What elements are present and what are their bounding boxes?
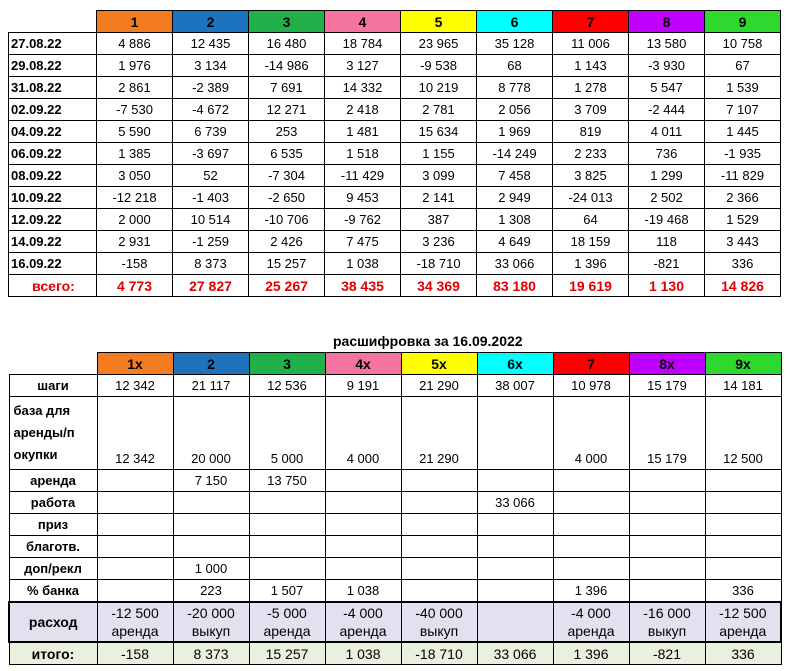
expense-cell	[401, 602, 477, 642]
final-cell: -158	[97, 642, 173, 665]
table-cell	[629, 580, 705, 603]
daily-results-table	[8, 10, 781, 297]
table-cell: 8 778	[477, 77, 553, 99]
expense-note: аренда	[567, 623, 615, 639]
table-cell: 10 219	[401, 77, 477, 99]
expense-note: аренда	[719, 623, 767, 639]
table-cell: -12 218	[97, 187, 173, 209]
total-cell: 27 827	[173, 275, 249, 297]
table-cell: 4 886	[97, 33, 173, 55]
table-cell: 2 949	[477, 187, 553, 209]
table-cell: 336	[705, 580, 781, 603]
table-cell: 7 475	[325, 231, 401, 253]
table-cell: 819	[553, 121, 629, 143]
table-cell: -3 930	[629, 55, 705, 77]
expense-note: выкуп	[647, 623, 687, 639]
table-cell	[325, 470, 401, 492]
table-cell: 7 150	[173, 470, 249, 492]
column-header: 1	[97, 11, 173, 33]
table-cell: 2 418	[325, 99, 401, 121]
table-cell	[97, 558, 173, 580]
table-cell: 2 781	[401, 99, 477, 121]
table-cell: 2 056	[477, 99, 553, 121]
table-cell	[553, 558, 629, 580]
table-cell: 18 784	[325, 33, 401, 55]
expense-note: аренда	[339, 623, 387, 639]
total-label: всего:	[9, 275, 97, 297]
expense-cell	[629, 602, 705, 642]
table-row	[9, 165, 781, 187]
table-cell	[401, 492, 477, 514]
table-cell	[477, 470, 553, 492]
table-cell: 2 931	[97, 231, 173, 253]
table-row	[9, 492, 781, 514]
final-cell: 1 396	[553, 642, 629, 665]
table-cell: 3 099	[401, 165, 477, 187]
table-row	[9, 253, 781, 275]
table-cell	[401, 470, 477, 492]
column-header: 8x	[629, 353, 705, 375]
table-cell	[97, 580, 173, 603]
table-cell: -1 259	[173, 231, 249, 253]
final-cell: 8 373	[173, 642, 249, 665]
table-cell: 13 580	[629, 33, 705, 55]
table-cell: 1 143	[553, 55, 629, 77]
table-cell	[629, 514, 705, 536]
table-cell: 6 739	[173, 121, 249, 143]
row-date: 08.09.22	[9, 165, 97, 187]
table-cell: 2 141	[401, 187, 477, 209]
table-cell: 223	[173, 580, 249, 603]
row-label: работа	[9, 492, 97, 514]
table-cell	[629, 558, 705, 580]
expense-row	[9, 602, 781, 642]
table-cell: 3 709	[553, 99, 629, 121]
total-cell: 19 619	[553, 275, 629, 297]
breakdown-title: расшифровка за 16.09.2022	[333, 333, 523, 349]
column-header: 9	[705, 11, 781, 33]
table-cell: 20 000	[173, 397, 249, 470]
row-label: доп/рекл	[9, 558, 97, 580]
table-row	[9, 187, 781, 209]
table-cell	[477, 536, 553, 558]
final-cell: 1 038	[325, 642, 401, 665]
row-label: приз	[9, 514, 97, 536]
row-date: 06.09.22	[9, 143, 97, 165]
table-cell: -10 706	[249, 209, 325, 231]
table-cell: 7 107	[705, 99, 781, 121]
table-cell: -7 304	[249, 165, 325, 187]
table-cell: 35 128	[477, 33, 553, 55]
table-cell	[249, 514, 325, 536]
expense-cell	[477, 602, 553, 642]
table-cell: 336	[705, 253, 781, 275]
table-cell: 1 529	[705, 209, 781, 231]
expense-note: аренда	[111, 623, 159, 639]
table-cell	[401, 536, 477, 558]
table-cell: 2 502	[629, 187, 705, 209]
table-cell: 12 271	[249, 99, 325, 121]
table-cell: 3 127	[325, 55, 401, 77]
final-label: итого:	[9, 642, 97, 665]
table-cell: -11 429	[325, 165, 401, 187]
final-cell: 15 257	[249, 642, 325, 665]
table-cell: 2 861	[97, 77, 173, 99]
row-label: благотв.	[9, 536, 97, 558]
table-cell: 10 514	[173, 209, 249, 231]
expense-cell	[325, 602, 401, 642]
table-cell	[477, 514, 553, 536]
table-cell: 5 547	[629, 77, 705, 99]
table-row	[9, 558, 781, 580]
table-cell: 3 236	[401, 231, 477, 253]
table-cell: -1 403	[173, 187, 249, 209]
table-cell: 1 396	[553, 580, 629, 603]
table-cell	[553, 470, 629, 492]
column-header: 3	[249, 353, 325, 375]
table-cell: 2 366	[705, 187, 781, 209]
table-cell: 12 500	[705, 397, 781, 470]
table-cell	[249, 558, 325, 580]
row-date: 10.09.22	[9, 187, 97, 209]
table-cell: 9 191	[325, 375, 401, 397]
column-header: 2	[173, 11, 249, 33]
expense-note: аренда	[263, 623, 311, 639]
header-row	[9, 11, 781, 33]
final-cell: -18 710	[401, 642, 477, 665]
table-cell: 1 155	[401, 143, 477, 165]
table-cell: 118	[629, 231, 705, 253]
table-row	[9, 514, 781, 536]
expense-amount: -4 000	[343, 605, 383, 621]
table-cell	[477, 397, 553, 470]
table-cell: 33 066	[477, 492, 553, 514]
table-cell: 23 965	[401, 33, 477, 55]
table-cell: 33 066	[477, 253, 553, 275]
table-cell: 736	[629, 143, 705, 165]
final-cell: 33 066	[477, 642, 553, 665]
table-cell: 253	[249, 121, 325, 143]
table-cell: -158	[97, 253, 173, 275]
breakdown-table	[8, 352, 782, 665]
row-label: база для аренды/п окупки	[9, 397, 97, 470]
table-cell: 12 342	[97, 375, 173, 397]
table-cell: 68	[477, 55, 553, 77]
table-cell: -2 444	[629, 99, 705, 121]
table-cell	[325, 514, 401, 536]
row-label: шаги	[9, 375, 97, 397]
table-cell	[705, 514, 781, 536]
table-cell: -14 986	[249, 55, 325, 77]
table-cell: 1 445	[705, 121, 781, 143]
table-cell: 1 385	[97, 143, 173, 165]
table-cell: 1 539	[705, 77, 781, 99]
expense-amount: -12 500	[111, 605, 159, 621]
row-date: 14.09.22	[9, 231, 97, 253]
table-cell: 21 290	[401, 397, 477, 470]
column-header: 4x	[325, 353, 401, 375]
table-row	[9, 470, 781, 492]
table-cell: -7 530	[97, 99, 173, 121]
row-date: 02.09.22	[9, 99, 97, 121]
table-cell	[401, 580, 477, 603]
expense-cell	[553, 602, 629, 642]
table-cell: -24 013	[553, 187, 629, 209]
table-row	[9, 536, 781, 558]
table-cell: 1 308	[477, 209, 553, 231]
column-header: 3	[249, 11, 325, 33]
table-cell: 2 000	[97, 209, 173, 231]
total-row	[9, 275, 781, 297]
table-cell: 14 181	[705, 375, 781, 397]
table-cell: 12 536	[249, 375, 325, 397]
table-cell	[401, 558, 477, 580]
table-cell: 8 373	[173, 253, 249, 275]
table-cell: 3 443	[705, 231, 781, 253]
table-row	[9, 121, 781, 143]
table-cell: 1 038	[325, 253, 401, 275]
row-date: 27.08.22	[9, 33, 97, 55]
table-cell	[553, 492, 629, 514]
table-cell: -2 389	[173, 77, 249, 99]
column-header: 7	[553, 353, 629, 375]
table-cell: 21 290	[401, 375, 477, 397]
table-cell	[705, 558, 781, 580]
expense-amount: -5 000	[267, 605, 307, 621]
total-cell: 38 435	[325, 275, 401, 297]
table-row	[9, 209, 781, 231]
column-header: 1x	[97, 353, 173, 375]
table-cell: 9 453	[325, 187, 401, 209]
table-cell: 1 000	[173, 558, 249, 580]
table-row	[9, 143, 781, 165]
table-row	[9, 231, 781, 253]
column-header: 6	[477, 11, 553, 33]
row-date: 04.09.22	[9, 121, 97, 143]
table-cell: -19 468	[629, 209, 705, 231]
table-cell	[629, 492, 705, 514]
table-cell: -3 697	[173, 143, 249, 165]
total-cell: 34 369	[401, 275, 477, 297]
table-cell: 3 134	[173, 55, 249, 77]
column-header: 7	[553, 11, 629, 33]
final-cell: 336	[705, 642, 781, 665]
table-cell: 15 179	[629, 397, 705, 470]
table-cell	[325, 536, 401, 558]
table-cell: -821	[629, 253, 705, 275]
table-cell: 11 006	[553, 33, 629, 55]
table-cell: 64	[553, 209, 629, 231]
table-cell	[477, 558, 553, 580]
expense-amount: -16 000	[643, 605, 691, 621]
table-cell	[325, 558, 401, 580]
final-row	[9, 642, 781, 665]
total-cell: 14 826	[705, 275, 781, 297]
table-cell	[325, 492, 401, 514]
table-cell: 52	[173, 165, 249, 187]
column-header: 4	[325, 11, 401, 33]
row-date: 31.08.22	[9, 77, 97, 99]
table-cell: 5 000	[249, 397, 325, 470]
table-cell: 1 976	[97, 55, 173, 77]
expense-cell	[97, 602, 173, 642]
expense-amount: -40 000	[415, 605, 463, 621]
column-header: 5x	[401, 353, 477, 375]
table-cell: 18 159	[553, 231, 629, 253]
row-date: 29.08.22	[9, 55, 97, 77]
table-cell: -9 762	[325, 209, 401, 231]
table-row	[9, 55, 781, 77]
total-cell: 25 267	[249, 275, 325, 297]
column-header: 2	[173, 353, 249, 375]
expense-amount: -20 000	[187, 605, 235, 621]
header-row	[9, 353, 781, 375]
table-cell: 3 825	[553, 165, 629, 187]
table-cell	[173, 492, 249, 514]
column-header: 6x	[477, 353, 553, 375]
table-cell: 3 050	[97, 165, 173, 187]
table-cell: 4 000	[325, 397, 401, 470]
table-cell: 387	[401, 209, 477, 231]
table-cell	[705, 492, 781, 514]
table-cell	[401, 514, 477, 536]
table-cell: -9 538	[401, 55, 477, 77]
table-cell: 7 691	[249, 77, 325, 99]
expense-amount: -4 000	[571, 605, 611, 621]
table-row	[9, 33, 781, 55]
table-cell	[249, 492, 325, 514]
table-cell	[705, 470, 781, 492]
table-cell: 1 396	[553, 253, 629, 275]
table-cell: 38 007	[477, 375, 553, 397]
table-row	[9, 375, 781, 397]
total-cell: 1 130	[629, 275, 705, 297]
table-cell	[249, 536, 325, 558]
table-row	[9, 99, 781, 121]
row-date: 16.09.22	[9, 253, 97, 275]
table-cell: 12 435	[173, 33, 249, 55]
table-cell	[173, 536, 249, 558]
table-cell: 6 535	[249, 143, 325, 165]
table-cell	[97, 470, 173, 492]
table-row	[9, 77, 781, 99]
column-header: 5	[401, 11, 477, 33]
table-cell: -1 935	[705, 143, 781, 165]
row-date: 12.09.22	[9, 209, 97, 231]
table-cell: 1 038	[325, 580, 401, 603]
column-header: 8	[629, 11, 705, 33]
table-cell	[97, 536, 173, 558]
table-cell: 14 332	[325, 77, 401, 99]
corner-cell	[9, 11, 97, 33]
table-cell	[553, 514, 629, 536]
table-cell: 1 969	[477, 121, 553, 143]
expense-note: выкуп	[419, 623, 459, 639]
table-cell	[553, 536, 629, 558]
table-cell: 1 278	[553, 77, 629, 99]
column-header: 9x	[705, 353, 781, 375]
table-row	[9, 397, 781, 470]
table-cell: -14 249	[477, 143, 553, 165]
table-row	[9, 580, 781, 603]
table-cell: -11 829	[705, 165, 781, 187]
table-cell: 4 000	[553, 397, 629, 470]
expense-note: выкуп	[191, 623, 231, 639]
table-cell: -18 710	[401, 253, 477, 275]
table-cell: 4 011	[629, 121, 705, 143]
table-cell	[705, 536, 781, 558]
table-cell	[477, 580, 553, 603]
table-cell: -4 672	[173, 99, 249, 121]
table-cell: 15 257	[249, 253, 325, 275]
table-cell: 21 117	[173, 375, 249, 397]
expense-amount: -12 500	[719, 605, 767, 621]
total-cell: 83 180	[477, 275, 553, 297]
table-cell: 2 426	[249, 231, 325, 253]
table-cell: 12 342	[97, 397, 173, 470]
table-cell: 15 634	[401, 121, 477, 143]
table-cell	[629, 536, 705, 558]
table-cell	[97, 492, 173, 514]
table-cell: 1 518	[325, 143, 401, 165]
table-cell	[629, 470, 705, 492]
table-cell: 10 758	[705, 33, 781, 55]
table-cell: 67	[705, 55, 781, 77]
final-cell: -821	[629, 642, 705, 665]
table-cell: 2 233	[553, 143, 629, 165]
table-cell: 5 590	[97, 121, 173, 143]
expense-cell	[173, 602, 249, 642]
row-label: % банка	[9, 580, 97, 603]
table-cell	[173, 514, 249, 536]
table-cell: 4 649	[477, 231, 553, 253]
table-cell: 15 179	[629, 375, 705, 397]
corner-cell	[9, 353, 97, 375]
table-cell: 7 458	[477, 165, 553, 187]
total-cell: 4 773	[97, 275, 173, 297]
expense-cell	[249, 602, 325, 642]
table-cell: -2 650	[249, 187, 325, 209]
table-cell: 16 480	[249, 33, 325, 55]
table-cell	[97, 514, 173, 536]
table-cell: 10 978	[553, 375, 629, 397]
table-cell: 1 507	[249, 580, 325, 603]
table-cell: 13 750	[249, 470, 325, 492]
table-cell: 1 481	[325, 121, 401, 143]
expense-cell	[705, 602, 781, 642]
table-cell: 1 299	[629, 165, 705, 187]
row-label: аренда	[9, 470, 97, 492]
expense-label: расход	[9, 602, 97, 642]
